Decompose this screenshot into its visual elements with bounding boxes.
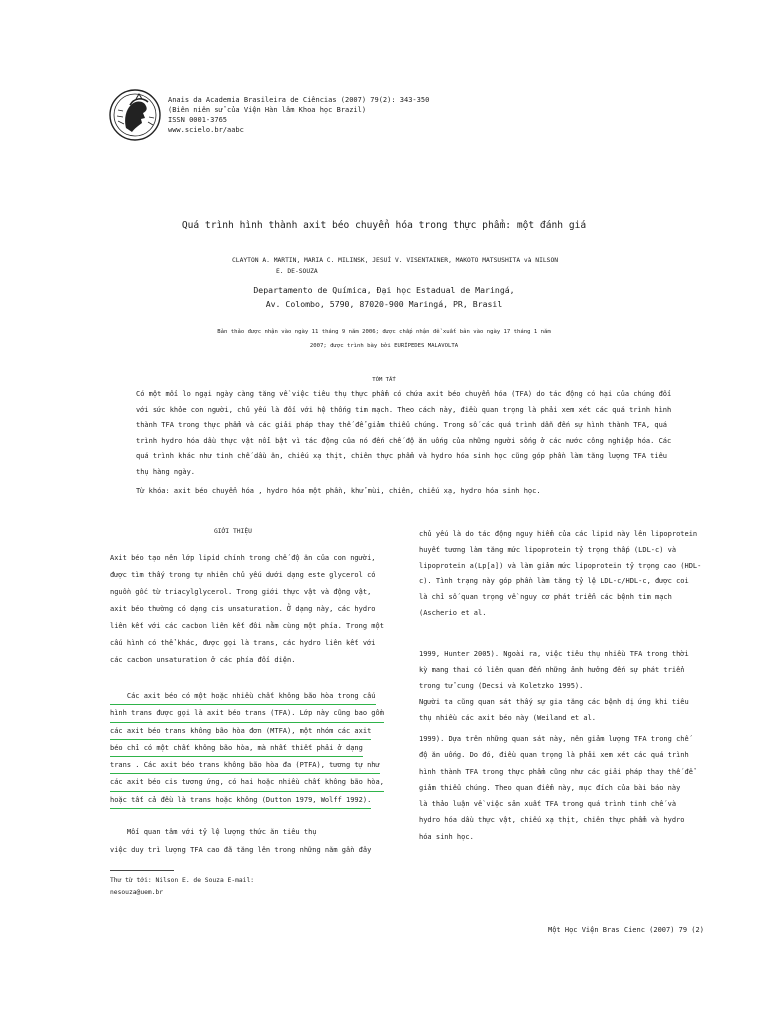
abstract-line: thụ hàng ngày. [136,467,196,476]
footnote-email: nesouza@uem.br [110,889,164,896]
highlighted-line: các axit béo cis tương ứng, có hai hoặc nhiều chất không bão hòa, [110,774,384,791]
text-line: Axit béo tạo nên lớp lipid chính trong chế độ ăn của con người, [110,554,376,562]
affiliation-line: Departamento de Química, Đại học Estadual de Maringá, [253,285,515,295]
highlighted-line: hình trans được gọi là axit béo trans (TFA). Lớp này cũng bao gồm [110,705,384,722]
text-line: thụ nhiều các axit béo này (Weiland et al. [419,714,597,722]
intro-paragraph-1 [110,550,384,669]
affiliation-line: Av. Colombo, 5790, 87020-900 Maringá, PR, Brasil [265,299,503,309]
text-line: hydro hóa dầu thực vật, chiếu xạ thịt, chiên thực phẩm và hydro [419,816,685,825]
journal-line: (Biên niên sử của Viện Hàn lâm Khoa học Brazil) [168,106,367,114]
author-line: E. DE-SOUZA [276,268,318,275]
abstract-line: trình hydro hóa dầu thực vật nổi bật vì tác động của nó đến chế độ ăn uống của những người sống ở các nước công nghiệp hóa. Các [136,436,672,445]
text-line: huyết tương làm tăng mức lipoprotein tỷ trọng thấp (LDL-c) và [419,545,677,554]
abstract-line: thành TFA trong thực phẩm và các giải pháp thay thế để giảm thiểu chúng. Trong số các quá trình dẫn đến sự hình thành TFA, quá [136,421,668,430]
keywords: Từ khóa: axit béo chuyển hóa , hydro hóa một phần, khử mùi, chiên, chiếu xạ, hydro hóa sinh học. [136,487,541,495]
text-line: các cacbon unsaturation ở các phía đối diện. [110,656,296,664]
author-list [232,255,558,277]
text-line: 1999). Dựa trên những quan sát này, nên giảm lượng TFA trong chế [419,735,689,743]
affiliation [0,283,768,311]
text-line: giảm thiểu chúng. Theo quan điểm này, mục đích của bài báo này [419,783,681,792]
text-line: liên kết với các cacbon liên kết đôi nằm cùng một phía. Trong một [110,622,384,630]
text-line: kỳ mang thai có liên quan đến những ảnh hưởng đến sự phát triển [419,666,685,674]
right-paragraph-2 [419,646,689,726]
footnote-line: Thư từ tới: Nilson E. de Souza E-mail: [110,877,255,884]
journal-line: ISSN 0001-3765 [168,116,228,124]
abstract-line: Có một mối lo ngại ngày càng tăng về việc tiêu thụ thực phẩm có chứa axit béo chuyển hóa (TFA) do tác động có hại của chúng đối [136,390,672,398]
journal-url: www.scielo.br/aabc [168,126,244,134]
abstract-line: quá trình khác như tinh chế dầu ăn, chiếu xạ thịt, chiên thực phẩm và hydro hóa sinh học cũng góp phần làm tăng lượng TFA tiêu [136,452,668,461]
text-line: hình thành TFA trong thực phẩm cũng như các giải pháp thay thế để [419,767,693,776]
right-paragraph-3 [419,731,693,845]
text-line: (Ascherio et al. [419,608,487,617]
academy-seal-icon [108,88,162,142]
intro-paragraph-3 [110,824,371,859]
highlighted-line: trans . Các axit béo trans không bão hòa đa (PTFA), tương tự như [110,757,380,774]
text-line: axit béo thường có dạng cis unsaturation. Ở dạng này, các hydro [110,605,376,613]
page-footer: Một Học Viện Bras Cienc (2007) 79 (2) [548,926,704,934]
right-paragraph-1 [419,527,701,622]
journal-info [168,95,429,135]
highlighted-line: Các axit béo có một hoặc nhiều chất không bão hòa trong cấu [110,688,376,705]
author-line: CLAYTON A. MARTIN, MARIA C. MILINSK, JESUÍ V. VISENTAINER, MAKOTO MATSUSHITA và NILSON [232,257,559,264]
footnote-divider [110,870,174,871]
abstract-heading: TÓM TẮT [372,377,396,383]
intro-paragraph-2-highlighted [110,688,384,809]
text-line: lipoprotein a(Lp[a]) và làm giảm mức lipoprotein tỷ trọng cao (HDL- [419,561,702,570]
correspondence-footnote [110,875,254,899]
text-line: c). Tình trạng này góp phần làm tăng tỷ lệ LDL-c/HDL-c, được coi [419,577,689,586]
text-line: hóa sinh học. [419,832,474,841]
text-line: độ ăn uống. Do đó, điều quan trọng là phải xem xét các quá trình [419,751,689,760]
text-line: là chỉ số quan trọng về nguy cơ phát triển các bệnh tim mạch [419,593,672,602]
highlighted-line: các axit béo trans không bão hòa đơn (MTFA), một nhóm các axit [110,723,371,740]
text-line: nguồn gốc từ triacylglycerol. Trong giới thực vật và động vật, [110,588,372,596]
text-line: việc duy trì lượng TFA cao đã tăng lên trong những năm gần đây [110,845,372,854]
text-line: chủ yếu là do tác động nguy hiểm của các lipid này lên lipoprotein [419,530,698,538]
text-line: được tìm thấy trong tự nhiên chủ yếu dưới dạng este glycerol có [110,571,376,579]
text-line: Mối quan tâm với tỷ lệ lượng thức ăn tiêu thụ [110,828,317,836]
abstract-line: với sức khỏe con người, chủ yếu là đối với hệ thống tim mạch. Theo cách này, điều quan trọng là phải xem xét các quá trình hình [136,405,672,414]
highlighted-line: hoặc tất cả đều là trans hoặc không (Dutton 1979, Wolff 1992). [110,792,371,809]
text-line: là thảo luận về việc sản xuất TFA trong quá trình tinh chế và [419,800,677,809]
intro-heading: GIỚI THIỆU [214,528,252,535]
highlighted-line: béo chỉ có một chất không bão hòa, mà nhất thiết phải ở dạng [110,740,363,757]
dates-line: Bản thảo được nhận vào ngày 11 tháng 9 năm 2006; được chấp nhận để xuất bản vào ngày 17 tháng 1 năm [217,329,551,335]
paper-title: Quá trình hình thành axit béo chuyển hóa trong thực phẩm: một đánh giá [181,220,587,231]
text-line: 1999, Hunter 2005). Ngoài ra, việc tiêu thụ nhiều TFA trong thời [419,650,689,658]
submission-dates [0,325,768,353]
journal-line: Anais da Academia Brasileira de Ciências (2007) 79(2): 343-350 [168,96,430,104]
text-line: trong tử cung (Decsi và Koletzko 1995). [419,682,584,690]
abstract-body [136,387,671,481]
text-line: Người ta cũng quan sát thấy sự gia tăng các bệnh dị ứng khi tiêu [419,698,689,706]
text-line: cấu hình có thể khác, được gọi là trans, các hydro liên kết với [110,639,376,647]
dates-line: 2007; được trình bày bởi EURÍPEDES MALAVOLTA [309,343,459,349]
